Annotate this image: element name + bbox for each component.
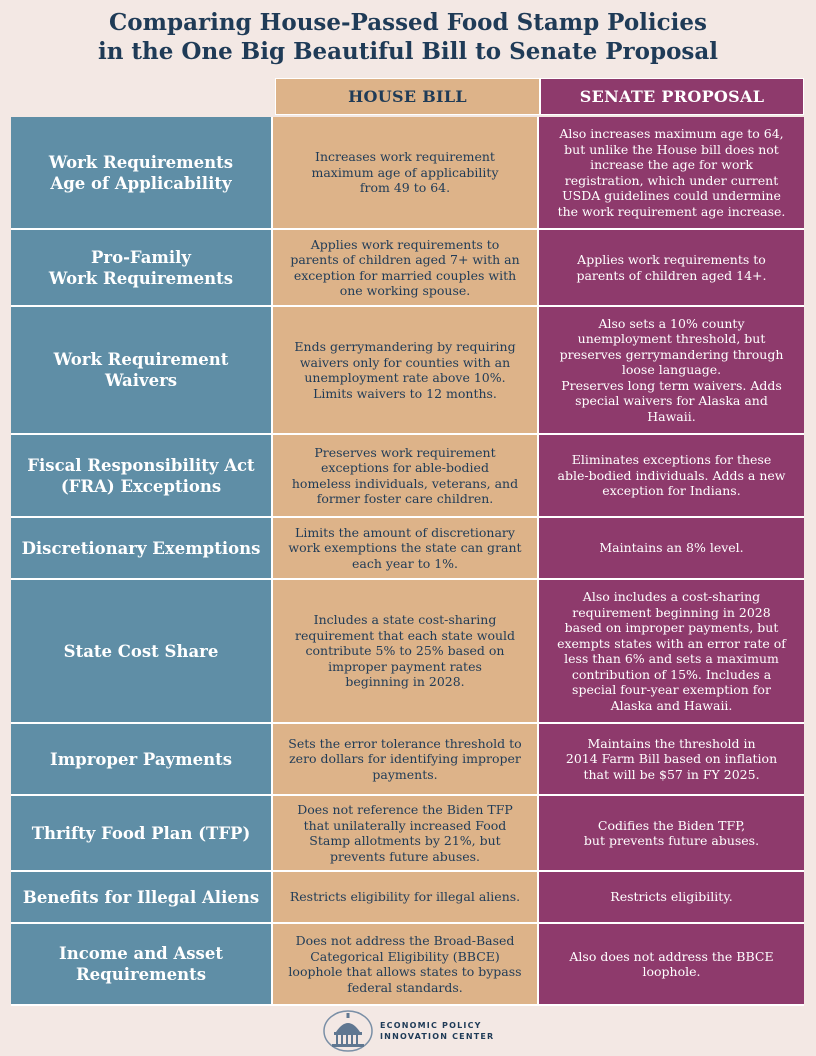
- house-cell: Increases work requirement maximum age of applicability from 49 to 64.: [273, 117, 539, 228]
- house-cell: Sets the error tolerance threshold to zero dollars for identifying improper payments.: [273, 724, 539, 794]
- org-name: [380, 1020, 494, 1042]
- table-row: [11, 435, 804, 518]
- table-row: [11, 724, 804, 796]
- comparison-table: [11, 117, 804, 1006]
- senate-cell: Also increases maximum age to 64, but unlike the House bill does not increase the age for work registration, which under current USDA guidelines could undermine the work requirement age increase.: [539, 117, 804, 228]
- page-title: [0, 8, 816, 66]
- table-row: [11, 924, 804, 1006]
- senate-cell: Also sets a 10% county unemployment threshold, but preserves gerrymandering through loose language. Preserves long term waivers. Adds special waivers for Alaska and Hawaii.: [539, 307, 804, 433]
- house-cell: Applies work requirements to parents of children aged 7+ with an exception for married couples with one working spouse.: [273, 230, 539, 305]
- house-cell: Limits the amount of discretionary work exemptions the state can grant each year to 1%.: [273, 518, 539, 578]
- senate-cell: Maintains the threshold in 2014 Farm Bill based on inflation that will be $57 in FY 2025.: [539, 724, 804, 794]
- senate-cell: Also does not address the BBCE loophole.: [539, 924, 804, 1004]
- house-cell: Does not address the Broad-Based Categorical Eligibility (BBCE) loophole that allows states to bypass federal standards.: [273, 924, 539, 1004]
- row-label: Thrifty Food Plan (TFP): [11, 796, 273, 870]
- row-label: Income and Asset Requirements: [11, 924, 273, 1004]
- senate-cell: Eliminates exceptions for these able-bodied individuals. Adds a new exception for Indians.: [539, 435, 804, 516]
- row-label: State Cost Share: [11, 580, 273, 722]
- house-cell: Includes a state cost-sharing requirement that each state would contribute 5% to 25% based on improper payment rates beginning in 2028.: [273, 580, 539, 722]
- house-cell: Ends gerrymandering by requiring waivers only for counties with an unemployment rate above 10%. Limits waivers to 12 months.: [273, 307, 539, 433]
- table-row: [11, 580, 804, 724]
- senate-cell: Applies work requirements to parents of children aged 14+.: [539, 230, 804, 305]
- senate-cell: Restricts eligibility.: [539, 872, 804, 922]
- senate-cell: Maintains an 8% level.: [539, 518, 804, 578]
- row-label: Benefits for Illegal Aliens: [11, 872, 273, 922]
- title-line-1: Comparing House-Passed Food Stamp Policies: [109, 9, 707, 36]
- header-house-bill: HOUSE BILL: [275, 78, 540, 115]
- table-row: [11, 796, 804, 872]
- house-cell: Preserves work requirement exceptions for able-bodied homeless individuals, veterans, and former foster care children.: [273, 435, 539, 516]
- senate-cell: Also includes a cost-sharing requirement beginning in 2028 based on improper payments, but exempts states with an error rate of less than 6% and sets a maximum contribution of 15%. Includes a special four-year exemption for Alaska and Hawaii.: [539, 580, 804, 722]
- table-row: [11, 872, 804, 924]
- header-senate-proposal: SENATE PROPOSAL: [540, 78, 804, 115]
- row-label: Work Requirements Age of Applicability: [11, 117, 273, 228]
- senate-cell: Codifies the Biden TFP, but prevents future abuses.: [539, 796, 804, 870]
- table-row: [11, 518, 804, 580]
- capitol-dome-icon: [322, 1010, 374, 1052]
- row-label: Discretionary Exemptions: [11, 518, 273, 578]
- epic-logo: [322, 1010, 494, 1052]
- row-label: Fiscal Responsibility Act (FRA) Exceptions: [11, 435, 273, 516]
- row-label: Improper Payments: [11, 724, 273, 794]
- org-name-line-1: ECONOMIC POLICY: [380, 1021, 482, 1030]
- house-cell: Does not reference the Biden TFP that unilaterally increased Food Stamp allotments by 21%, but prevents future abuses.: [273, 796, 539, 870]
- row-label: Work Requirement Waivers: [11, 307, 273, 433]
- row-label: Pro-Family Work Requirements: [11, 230, 273, 305]
- house-cell: Restricts eligibility for illegal aliens.: [273, 872, 539, 922]
- table-row: [11, 230, 804, 307]
- title-line-2: in the One Big Beautiful Bill to Senate Proposal: [97, 38, 719, 65]
- org-name-line-2: INNOVATION CENTER: [380, 1032, 495, 1041]
- table-row: [11, 307, 804, 435]
- table-row: [11, 117, 804, 230]
